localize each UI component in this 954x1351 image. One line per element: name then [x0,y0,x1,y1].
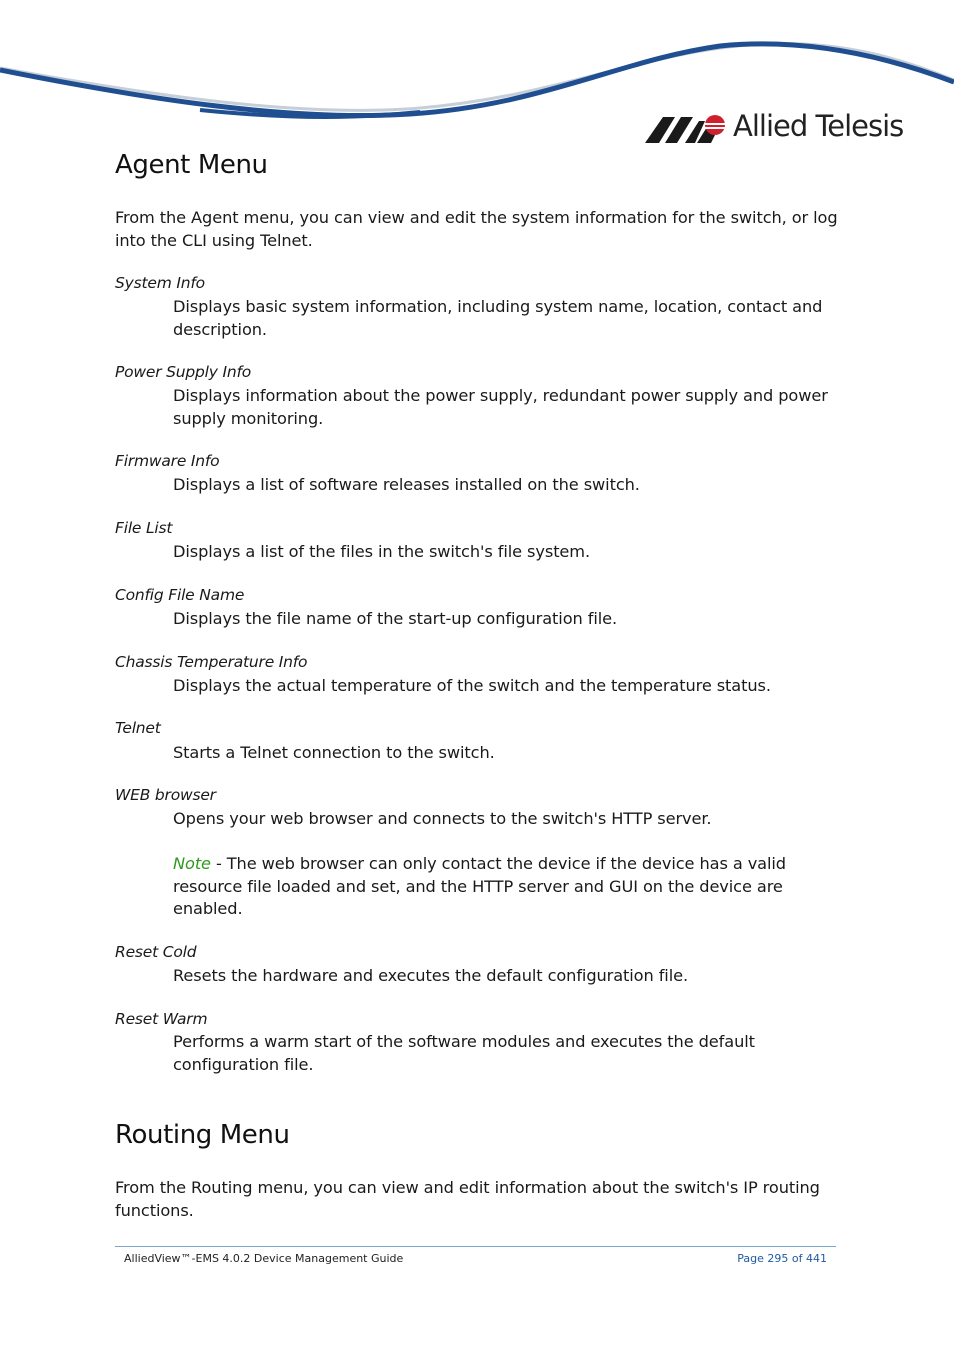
term-firmware-info: Firmware Info [115,452,220,470]
desc-reset-cold: Resets the hardware and executes the default configuration file. [173,966,688,985]
desc-file-list: Displays a list of the files in the switch's file system. [173,542,591,561]
term-reset-warm: Reset Warm [115,1010,208,1028]
term-config-file-name: Config File Name [115,586,245,604]
routing-menu-heading: Routing Menu [115,1120,290,1150]
footer-page-number: Page 295 of 441 [737,1252,827,1265]
note-text: - The web browser can only contact the device if the device has a valid resource file loaded and set, and the HTTP server and GUI on the device are enabled. [173,854,786,918]
note-label: Note [173,854,211,873]
desc-web-browser: Opens your web browser and connects to the switch's HTTP server. [173,809,712,828]
desc-reset-warm: Performs a warm start of the software modules and executes the default configuration file. [173,1032,755,1074]
footer-divider [115,1246,836,1247]
term-file-list: File List [115,519,173,537]
desc-config-file-name: Displays the file name of the start-up configuration file. [173,609,618,628]
routing-menu-intro: From the Routing menu, you can view and edit information about the switch's IP routing functions. [115,1178,820,1220]
allied-telesis-logo-text: Allied Telesis [733,109,904,143]
desc-chassis-temperature-info: Displays the actual temperature of the switch and the temperature status. [173,676,771,695]
desc-firmware-info: Displays a list of software releases installed on the switch. [173,475,640,494]
web-browser-note [173,853,833,921]
agent-menu-intro: From the Agent menu, you can view and edit the system information for the switch, or log into the CLI using Telnet. [115,208,838,250]
term-power-supply-info: Power Supply Info [115,363,252,381]
term-system-info: System Info [115,274,205,292]
allied-telesis-logo-mark-icon [645,113,727,143]
term-telnet: Telnet [115,719,161,737]
allied-telesis-logo [645,106,903,146]
agent-menu-heading: Agent Menu [115,150,268,180]
term-chassis-temperature-info: Chassis Temperature Info [115,653,308,671]
desc-power-supply-info: Displays information about the power supply, redundant power supply and power supply monitoring. [173,386,828,428]
desc-telnet: Starts a Telnet connection to the switch. [173,743,495,762]
footer-document-title: AlliedView™-EMS 4.0.2 Device Management Guide [124,1252,404,1265]
desc-system-info: Displays basic system information, including system name, location, contact and description. [173,297,823,339]
term-reset-cold: Reset Cold [115,943,197,961]
term-web-browser: WEB browser [115,786,216,804]
